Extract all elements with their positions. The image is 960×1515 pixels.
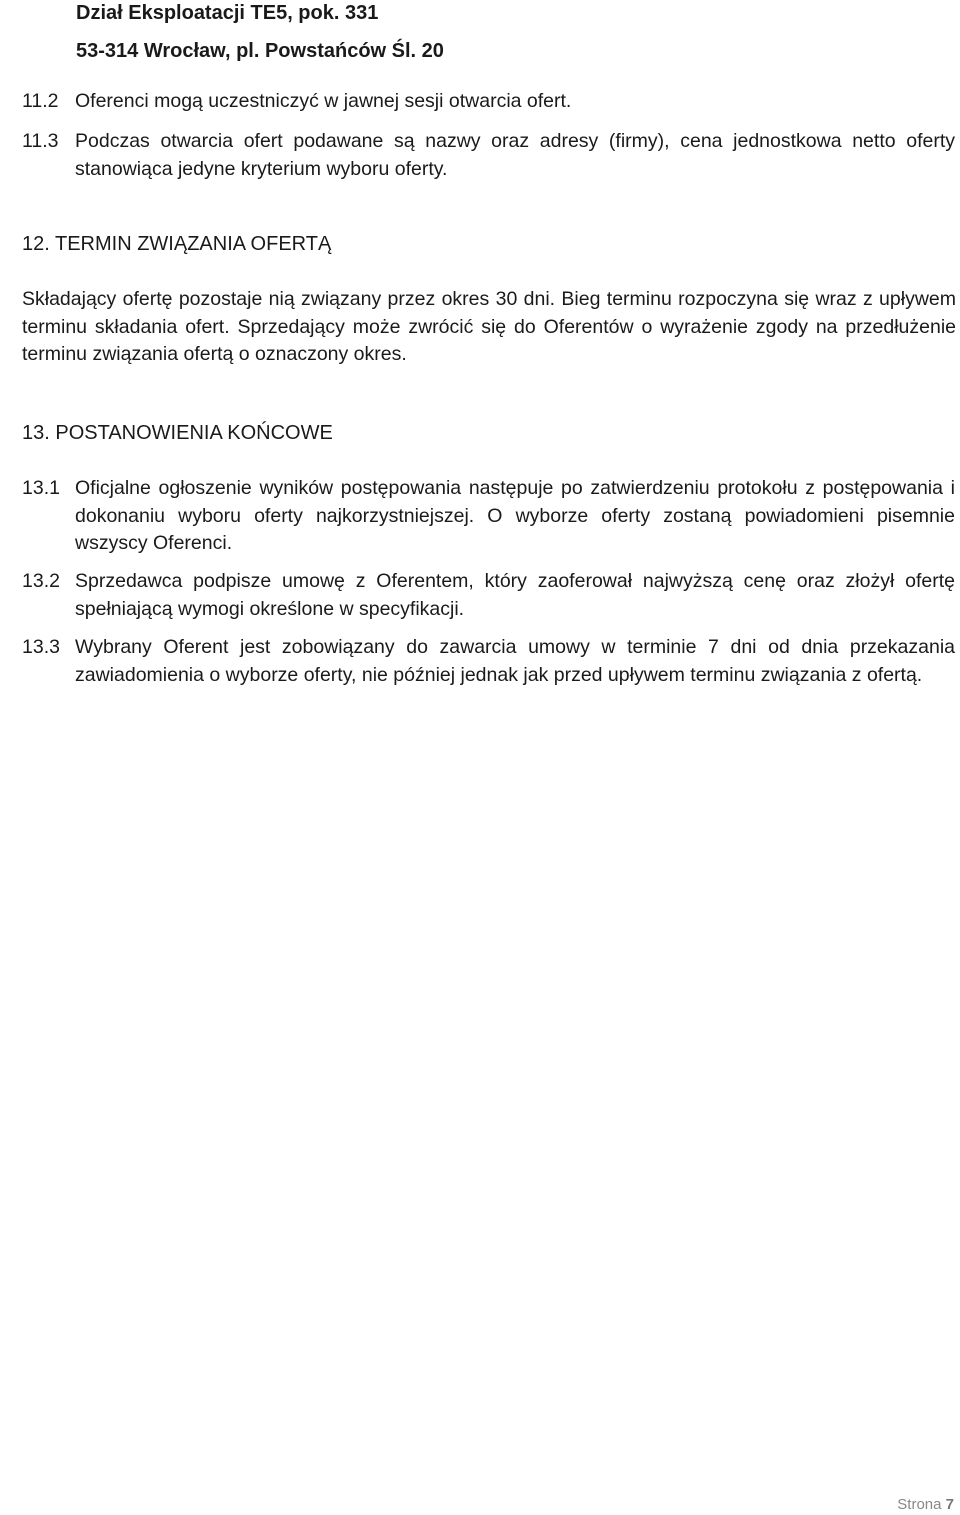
list-item-11-2 (22, 88, 955, 116)
item-text: Sprzedawca podpisze umowę z Oferentem, który zaoferował najwyższą cenę oraz złożył ofertę spełniającą wymogi określone w specyfikacji. (75, 570, 955, 620)
list-item-13-2 (22, 568, 955, 623)
section-heading-13: 13. POSTANOWIENIA KOŃCOWE (22, 422, 333, 444)
page-number: 7 (945, 1496, 954, 1513)
list-item-13-1 (22, 475, 955, 558)
address-line-1: Dział Eksploatacji TE5, pok. 331 (76, 2, 379, 24)
page-footer (897, 1496, 954, 1513)
item-text: Podczas otwarcia ofert podawane są nazwy oraz adresy (firmy), cena jednostkowa netto oferty stanowiąca jedyne kryterium wyboru oferty. (75, 130, 955, 180)
item-number: 11.2 (22, 90, 59, 112)
page-label: Strona (897, 1496, 942, 1513)
section-12-paragraph: Składający ofertę pozostaje nią związany przez okres 30 dni. Bieg terminu rozpoczyna się wraz z upływem terminu składania ofert. Sprzedający może zwrócić się do Oferentów o wyrażenie zgody na przedłużenie terminu związania ofertą o oznaczony okres. (22, 288, 956, 365)
item-text: Oficjalne ogłoszenie wyników postępowania następuje po zatwierdzeniu protokołu z postępowania i dokonaniu wyboru oferty najkorzystniejszej. O wyborze oferty zostaną powiadomieni pisemnie wszyscy Oferenci. (75, 477, 955, 554)
item-number: 13.3 (22, 636, 60, 658)
address-line-2: 53-314 Wrocław, pl. Powstańców Śl. 20 (76, 40, 444, 62)
item-number: 11.3 (22, 130, 59, 152)
list-item-11-3 (22, 128, 955, 183)
item-number: 13.2 (22, 570, 60, 592)
item-text: Oferenci mogą uczestniczyć w jawnej sesji otwarcia ofert. (75, 90, 572, 112)
list-item-13-3 (22, 634, 955, 689)
item-number: 13.1 (22, 477, 60, 499)
section-heading-12: 12. TERMIN ZWIĄZANIA OFERTĄ (22, 233, 332, 255)
item-text: Wybrany Oferent jest zobowiązany do zawarcia umowy w terminie 7 dni od dnia przekazania zawiadomienia o wyborze oferty, nie później jednak jak przed upływem terminu związania z ofertą. (75, 636, 955, 686)
